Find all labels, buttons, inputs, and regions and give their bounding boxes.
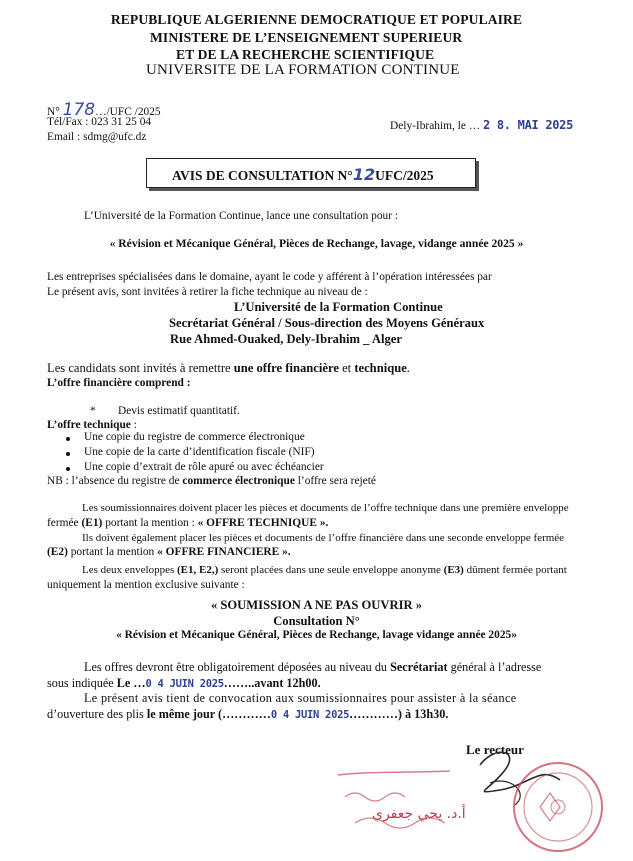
address-line-3: Rue Ahmed-Ouaked, Dely-Ibrahim _ Alger: [170, 332, 402, 346]
reference-number-handwritten: 178: [62, 100, 96, 120]
para3-line-1: [82, 564, 567, 576]
place-date-line: [390, 118, 573, 132]
candidates-mid: et: [338, 361, 355, 375]
header-ministry: MINISTERE DE L’ENSEIGNEMENT SUPERIEUR: [150, 30, 463, 45]
deadline-date-stamp: 0 4 JUIN 2025: [145, 678, 224, 690]
submission-consultation: Consultation N°: [273, 614, 360, 628]
para3-text-2: seront placées dans une seule enveloppe anonyme: [218, 564, 444, 576]
submission-title: « SOUMISSION A NE PAS OUVRIR »: [210, 598, 423, 612]
submission-subject: « Révision et Mécanique Général, Pièces de Rechange, lavage vidange année 2025»: [116, 629, 517, 641]
candidates-before: Les candidats sont invités à remettre: [47, 361, 234, 375]
reference-prefix: N°: [47, 106, 60, 118]
para1-e1: (E1): [81, 517, 103, 529]
para3-line-2: uniquement la mention exclusive suivante :: [47, 579, 245, 591]
para1-line-2: [47, 517, 328, 529]
place-date-label: Dely-Ibrahim, le …: [390, 120, 481, 132]
para2-mention: « OFFRE FINANCIERE ».: [157, 546, 291, 558]
financial-item-bullet: *: [90, 405, 96, 417]
address-line-2: Secrétariat Général / Sous-direction des Moyens Généraux: [169, 316, 485, 330]
financial-item: Devis estimatif quantitatif.: [118, 405, 240, 417]
nb-prefix: NB : l’absence du registre de: [47, 475, 183, 487]
technical-item-1: Une copie du registre de commerce électronique: [84, 431, 305, 443]
reference-email: Email : sdmg@ufc.dz: [47, 131, 147, 143]
bullet-dot: [66, 452, 70, 456]
technical-item-2: Une copie de la carte d’identification fiscale (NIF): [84, 446, 315, 458]
official-stamp-seal: [330, 735, 625, 855]
intro-text: L’Université de la Formation Continue, lance une consultation pour :: [84, 210, 399, 222]
companies-line-1: Les entreprises spécialisées dans le domaine, ayant le code y afférent à l’opération intéressées par: [47, 271, 492, 283]
nb-line: [47, 475, 376, 487]
deadline-line-2: [47, 676, 321, 691]
deadline-time: ……..avant 12h00.: [223, 676, 321, 690]
nb-suffix: l’offre sera rejeté: [294, 475, 376, 487]
subject-text: « Révision et Mécanique Général, Pièces de Rechange, lavage, vidange année 2025 »: [109, 237, 524, 250]
companies-line-2: Le présent avis, sont invitées à retirer la fiche technique au niveau de :: [47, 286, 368, 298]
signature-title: Le recteur: [466, 742, 524, 757]
technical-item-3: Une copie d’extrait de rôle apuré ou avec échéancier: [84, 461, 324, 473]
financial-heading: L’offre financière comprend :: [47, 377, 191, 389]
bullet-dot: [66, 437, 70, 441]
notice-number-handwritten: 12: [352, 165, 376, 184]
deadline-text-3: sous indiquée: [47, 676, 117, 690]
reference-phone: Tél/Fax : 023 31 25 04: [47, 116, 152, 128]
para3-text-3: dûment fermée portant: [463, 564, 567, 576]
opening-line-1: Le présent avis tient de convocation aux soumissionnaires pour assister à la séance: [84, 691, 517, 705]
deadline-text-2: général à l’adresse: [447, 660, 542, 674]
header-research: ET DE LA RECHERCHE SCIENTIFIQUE: [176, 47, 435, 62]
opening-text: d’ouverture des plis: [47, 707, 147, 721]
para1-text: fermée: [47, 517, 82, 529]
notice-title-after: UFC/2025: [375, 168, 434, 183]
para2-line-1: Ils doivent également placer les pièces et documents de l’offre financière dans une seconde enveloppe fermée: [82, 532, 565, 544]
signature-name-arabic: أ.د. يحي جعفري: [372, 806, 466, 822]
para1-text-2: portant la mention :: [102, 517, 198, 529]
notice-title-before: AVIS DE CONSULTATION N°: [172, 168, 353, 183]
para2-text: portant la mention: [67, 546, 158, 558]
bullet-dot: [66, 467, 70, 471]
candidates-after: .: [406, 361, 410, 375]
technical-heading-line: [47, 419, 137, 431]
header-republic: REPUBLIQUE ALGERIENNE DEMOCRATIQUE ET POPULAIRE: [110, 12, 523, 27]
candidates-line: [47, 361, 410, 376]
technical-heading-suffix: :: [130, 419, 137, 431]
deadline-line-1: [84, 660, 541, 675]
notice-title: [172, 165, 434, 184]
para1-mention: « OFFRE TECHNIQUE ».: [197, 517, 329, 529]
nb-bold: commerce électronique: [182, 475, 295, 487]
para3-e3: (E3): [443, 564, 464, 576]
date-stamp: 2 8. MAI 2025: [483, 118, 574, 132]
para3-text: Les deux enveloppes: [82, 564, 177, 576]
opening-time: …………) à 13h30.: [349, 707, 449, 721]
deadline-le: Le …: [116, 676, 146, 690]
header-university: UNIVERSITE DE LA FORMATION CONTINUE: [146, 62, 460, 78]
para2-line-2: [47, 546, 291, 558]
deadline-text: Les offres devront être obligatoirement déposées au niveau du: [84, 660, 391, 674]
candidates-bold-1: une offre financière: [233, 361, 339, 375]
opening-same-day: le même jour (…………: [146, 707, 271, 721]
para3-e1e2: (E1, E2,): [177, 564, 219, 576]
para1-line-1: Les soumissionnaires doivent placer les pièces et documents de l’offre technique dans une première enveloppe: [82, 502, 569, 514]
candidates-bold-2: technique: [354, 361, 407, 375]
address-line-1: L’Université de la Formation Continue: [234, 300, 443, 314]
opening-line-2: [47, 707, 448, 722]
para2-e2: (E2): [47, 546, 68, 558]
technical-heading: L’offre technique: [47, 419, 131, 431]
opening-date-stamp: 0 4 JUIN 2025: [270, 709, 350, 721]
deadline-secretariat: Secrétariat: [390, 660, 448, 674]
reference-suffix: …/UFC /2025: [95, 106, 161, 118]
